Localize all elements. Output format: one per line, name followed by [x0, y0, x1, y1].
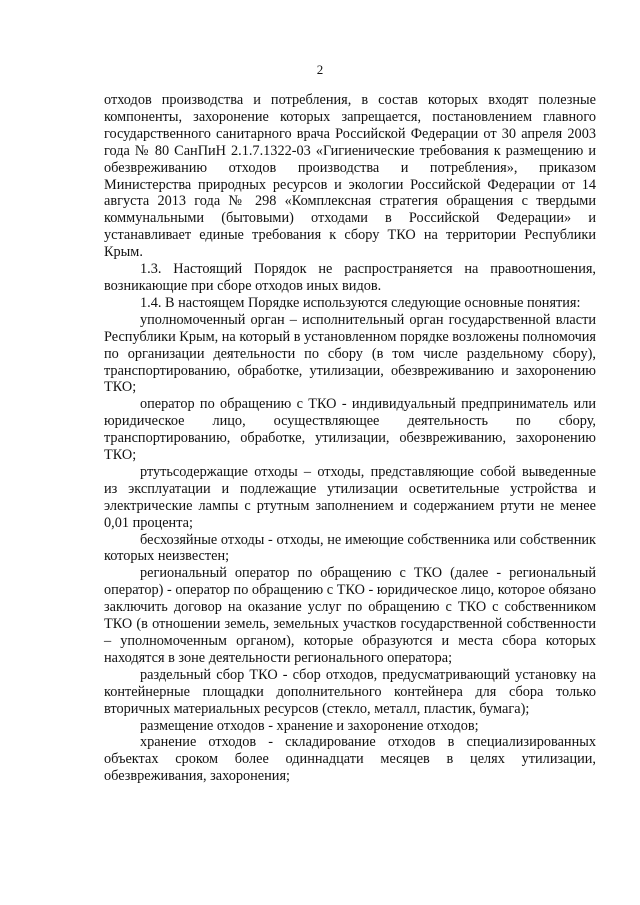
page-number: 2 — [316, 62, 324, 77]
paragraph-1-4: 1.4. В настоящем Порядке используются следующие основные понятия: — [140, 294, 581, 311]
document-body — [104, 92, 596, 785]
definition-authorized-body: уполномоченный орган – исполнительный орган государственной власти Республики Крым, на который в установленном порядке возложены полномочия по организации деятельности по сбору (в том числе раздельному сбору), транспортированию, обработке, утилизации, обезвреживанию и захоронению ТКО; — [104, 311, 597, 396]
definition-waste-placement: размещение отходов - хранение и захоронение отходов; — [140, 717, 479, 734]
paragraph-1-3: 1.3. Настоящий Порядок не распространяется на правоотношения, возникающие при сборе отходов иных видов. — [104, 261, 596, 294]
definition-separate-collection: раздельный сбор ТКО - сбор отходов, предусматривающий установку на контейнерные площадки дополнительного контейнера для сбора только вторичных материальных ресурсов (стекло, металл, пластик, бумага); — [104, 666, 596, 717]
definition-regional-operator: региональный оператор по обращению с ТКО (далее - региональный оператор) - оператор по обращению с ТКО - юридическое лицо, которое обязано заключить договор на оказание услуг по обращению с ТКО с собственником ТКО (в отношении земель, земельных участков государственной собственности – уполномоченным органом), которые образуются и места сбора которых находятся в зоне деятельности регионального оператора; — [104, 565, 596, 666]
definition-mercury-waste: ртутьсодержащие отходы – отходы, представляющие собой выведенные из эксплуатации и подлежащие утилизации осветительные устройства и электрические лампы с ртутным заполнением и содержанием ртути не менее 0,01 процента; — [104, 463, 596, 531]
definition-ownerless-waste: бесхозяйные отходы - отходы, не имеющие собственника или собственник которых неизвестен; — [104, 531, 596, 565]
definition-tko-operator: оператор по обращению с ТКО - индивидуальный предприниматель или юридическое лицо, осуществляющее деятельность по сбору, транспортированию, обработке, утилизации, обезвреживанию, захоронению ТКО; — [104, 396, 596, 464]
paragraph-continuation: отходов производства и потребления, в состав которых входят полезные компоненты, захоронение которых запрещается, постановлением главного государственного санитарного врача Российской Федерации от 30 апреля 2003 года № 80 СанПиН 2.1.7.1322-03 «Гигиенические требования к размещению и обезвреживанию отходов производства и потребления», приказом Министерства природных ресурсов и экологии Российской Федерации от 14 августа 2013 года № 298 «Комплексная стратегия обращения с твердыми коммунальными (бытовыми) отходами в Российской Федерации» и устанавливает единые требования к сбору ТКО на территории Республики Крым. — [104, 92, 596, 261]
definition-waste-storage: хранение отходов - складирование отходов в специализированных объектах сроком более одиннадцати месяцев в целях утилизации, обезвреживания, захоронения; — [104, 734, 596, 785]
